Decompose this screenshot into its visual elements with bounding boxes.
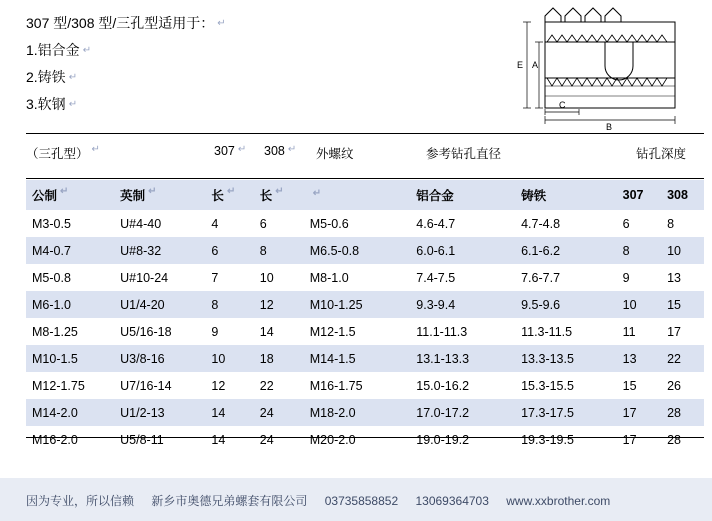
cell-length-308: 8 [254,237,304,264]
cell-cast-iron: 17.3-17.5 [515,399,617,426]
cell-length-308: 18 [254,345,304,372]
footer [26,492,704,509]
cell-external-thread: M12-1.5 [304,318,411,345]
column-header-depth-308: 308 [661,180,704,210]
cell-aluminum: 17.0-17.2 [410,399,515,426]
cell-imperial: U#10-24 [114,264,205,291]
cell-imperial: U5/8-11 [114,426,205,453]
cell-external-thread: M20-2.0 [304,426,411,453]
column-header-imperial: 英制 ↵ [114,180,205,210]
cell-imperial: U#8-32 [114,237,205,264]
cell-depth-307: 11 [617,318,661,345]
pilcrow-icon: ↵ [226,186,236,197]
pilcrow-icon: ↵ [60,186,69,197]
top-header-cell-4: 参考钻孔直径 [426,147,502,161]
pilcrow-icon: ↵ [287,144,297,155]
cell-depth-307: 10 [617,291,661,318]
pilcrow-icon: ↵ [312,188,322,199]
pilcrow-icon: ↵ [68,72,78,83]
cell-metric: M12-1.75 [26,372,114,399]
intro-text-2: 2.铸铁 [26,69,66,85]
cell-length-308: 24 [254,399,304,426]
intro-line-0 [26,10,496,37]
cell-external-thread: M10-1.25 [304,291,411,318]
cell-length-307: 7 [205,264,253,291]
intro-text-1: 1.铝合金 [26,42,80,58]
cell-depth-307: 6 [617,210,661,237]
cell-depth-308: 28 [661,399,704,426]
cell-depth-308: 26 [661,372,704,399]
intro-block [26,10,496,118]
cell-aluminum: 7.4-7.5 [410,264,515,291]
cell-length-307: 4 [205,210,253,237]
intro-line-1 [26,37,496,64]
cell-depth-307: 17 [617,399,661,426]
cell-depth-308: 28 [661,426,704,453]
column-header-cast-iron: 铸铁 [515,180,617,210]
column-header-metric: 公制 ↵ [26,180,114,210]
footer-phone-1: 03735858852 [324,494,399,508]
column-header-aluminum: 铝合金 [410,180,515,210]
cell-external-thread: M6.5-0.8 [304,237,411,264]
cell-depth-308: 10 [661,237,704,264]
cell-external-thread: M5-0.6 [304,210,411,237]
cell-length-308: 12 [254,291,304,318]
footer-slogan: 因为专业，所以信赖 [26,494,135,508]
cell-depth-307: 17 [617,426,661,453]
cell-length-307: 14 [205,399,253,426]
cell-cast-iron: 4.7-4.8 [515,210,617,237]
cell-length-308: 14 [254,318,304,345]
pilcrow-icon: ↵ [275,186,284,197]
pilcrow-icon: ↵ [82,45,92,56]
spec-table [26,180,704,453]
cell-cast-iron: 9.5-9.6 [515,291,617,318]
cell-imperial: U#4-40 [114,210,205,237]
cell-depth-308: 15 [661,291,704,318]
top-header-cell-5: 钻孔深度 [636,147,687,161]
intro-line-3 [26,91,496,118]
cell-external-thread: M8-1.0 [304,264,411,291]
column-header-length-307: 长 ↵ [205,180,253,210]
table-row [26,345,704,372]
cell-depth-308: 17 [661,318,704,345]
cell-length-307: 12 [205,372,253,399]
divider-bottom [26,437,704,438]
cell-length-308: 24 [254,426,304,453]
cell-metric: M6-1.0 [26,291,114,318]
top-header-cell-3: 外螺纹 [316,147,354,161]
cell-depth-307: 15 [617,372,661,399]
cell-aluminum: 15.0-16.2 [410,372,515,399]
footer-website-link[interactable]: www.xxbrother.com [506,494,611,508]
dimension-label-C: C [559,100,566,110]
table-row [26,426,704,453]
pilcrow-icon: ↵ [217,18,226,29]
dimension-label-A: A [532,60,539,70]
intro-text-3: 3.软钢 [26,96,66,112]
cell-depth-308: 13 [661,264,704,291]
cell-depth-307: 8 [617,237,661,264]
column-header-external-thread [304,180,411,210]
table-row [26,237,704,264]
cell-cast-iron: 15.3-15.5 [515,372,617,399]
cell-imperial: U7/16-14 [114,372,205,399]
cell-length-307: 10 [205,345,253,372]
cell-length-308: 22 [254,372,304,399]
cell-external-thread: M16-1.75 [304,372,411,399]
footer-phone-2: 13069364703 [415,494,489,508]
cell-cast-iron: 19.3-19.5 [515,426,617,453]
cell-external-thread: M18-2.0 [304,399,411,426]
cell-aluminum: 13.1-13.3 [410,345,515,372]
cell-imperial: U5/16-18 [114,318,205,345]
cell-aluminum: 19.0-19.2 [410,426,515,453]
cell-aluminum: 11.1-11.3 [410,318,515,345]
cell-metric: M3-0.5 [26,210,114,237]
cell-metric: M5-0.8 [26,264,114,291]
top-header-cell-0: （三孔型） ↵ [26,144,100,161]
top-header-cell-1: 307 ↵ [214,144,247,158]
insert-cross-section-diagram [505,4,703,132]
dimension-label-B: B [606,122,613,132]
cell-length-307: 8 [205,291,253,318]
cell-metric: M4-0.7 [26,237,114,264]
cell-length-307: 9 [205,318,253,345]
cell-metric: M10-1.5 [26,345,114,372]
divider-top [26,133,704,134]
cell-length-307: 14 [205,426,253,453]
cell-imperial: U3/8-16 [114,345,205,372]
column-header-length-308: 长 ↵ [254,180,304,210]
column-header-depth-307: 307 [617,180,661,210]
cell-cast-iron: 13.3-13.5 [515,345,617,372]
footer-company: 新乡市奥德兄弟螺套有限公司 [151,494,308,508]
table-row [26,291,704,318]
table-row [26,318,704,345]
cell-metric: M14-2.0 [26,399,114,426]
top-header-cell-2: 308 ↵ [264,144,297,158]
intro-text-0: 307 型/308 型/三孔型适用于： [26,15,215,31]
table-row [26,372,704,399]
cell-length-307: 6 [205,237,253,264]
table-row [26,399,704,426]
cell-aluminum: 4.6-4.7 [410,210,515,237]
cell-aluminum: 9.3-9.4 [410,291,515,318]
intro-line-2 [26,64,496,91]
cell-cast-iron: 6.1-6.2 [515,237,617,264]
cell-metric: M16-2.0 [26,426,114,453]
cell-depth-308: 22 [661,345,704,372]
dimension-label-E: E [517,60,524,70]
pilcrow-icon: ↵ [148,186,157,197]
pilcrow-icon: ↵ [68,99,78,110]
table-row [26,210,704,237]
cell-imperial: U1/4-20 [114,291,205,318]
pilcrow-icon: ↵ [91,144,100,155]
table-row [26,264,704,291]
cell-imperial: U1/2-13 [114,399,205,426]
cell-depth-308: 8 [661,210,704,237]
cell-length-308: 6 [254,210,304,237]
table-header-row [26,180,704,210]
cell-depth-307: 9 [617,264,661,291]
cell-cast-iron: 11.3-11.5 [515,318,617,345]
cell-aluminum: 6.0-6.1 [410,237,515,264]
table-top-header [26,140,704,174]
divider-mid [26,178,704,179]
cell-length-308: 10 [254,264,304,291]
pilcrow-icon: ↵ [237,144,247,155]
cell-depth-307: 13 [617,345,661,372]
cell-metric: M8-1.25 [26,318,114,345]
cell-external-thread: M14-1.5 [304,345,411,372]
cell-cast-iron: 7.6-7.7 [515,264,617,291]
